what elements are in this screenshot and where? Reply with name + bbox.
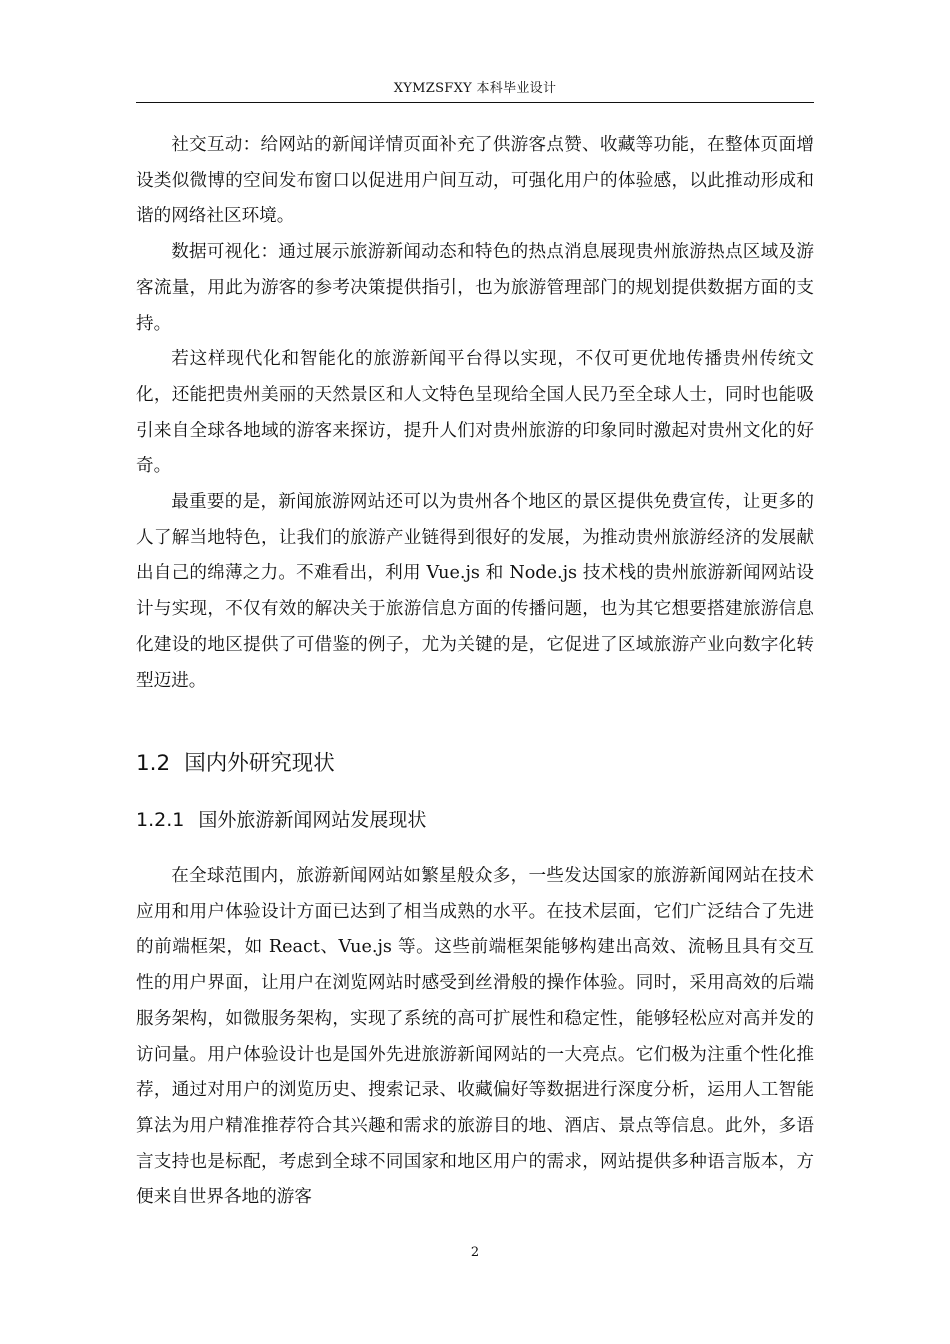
page-number: 2 (470, 1245, 480, 1260)
section-title: 国内外研究现状 (184, 751, 335, 776)
section-number: 1.2 (136, 751, 171, 776)
subsection-title: 国外旅游新闻网站发展现状 (198, 809, 427, 831)
body-text-top (136, 128, 814, 699)
page-header: XYMZSFXY 本科毕业设计 (393, 81, 557, 96)
paragraph-social-interaction: 社交互动：给网站的新闻详情页面补充了供游客点赞、收藏等功能，在整体页面增设类似微博的空间发布窗口以促进用户间互动，可强化用户的体验感，以此推动形成和谐的网络社区环境。 (136, 135, 814, 227)
subsection-heading (136, 806, 426, 834)
header-rule (136, 102, 814, 103)
paragraph-conclusion: 最重要的是，新闻旅游网站还可以为贵州各个地区的景区提供免费宣传，让更多的人了解当地特色，让我们的旅游产业链得到很好的发展，为推动贵州旅游经济的发展献出自己的绵薄之力。不难看出，利用 Vue.js 和 Node.js 技术栈的贵州旅游新闻网站设计与实现，不仅有效的解决关于旅游信息方面的传播问题，也为其它想要搭建旅游信息化建设的地区提供了可借鉴的例子，尤为关键的是，它促进了区域旅游产业向数字化转型迈进。 (136, 492, 814, 691)
section-heading (136, 749, 335, 779)
paragraph-data-visualization: 数据可视化：通过展示旅游新闻动态和特色的热点消息展现贵州旅游热点区域及游客流量，用此为游客的参考决策提供指引，也为旅游管理部门的规划提供数据方面的支持。 (136, 242, 814, 334)
paragraph-foreign-websites: 在全球范围内，旅游新闻网站如繁星般众多，一些发达国家的旅游新闻网站在技术应用和用户体验设计方面已达到了相当成熟的水平。在技术层面，它们广泛结合了先进的前端框架，如 React、Vue.js 等。这些前端框架能够构建出高效、流畅且具有交互性的用户界面，让用户在浏览网站时感受到丝滑般的操作体验。同时，采用高效的后端服务架构，如微服务架构，实现了系统的高可扩展性和稳定性，能够轻松应对高并发的访问量。用户体验设计也是国外先进旅游新闻网站的一大亮点。它们极为注重个性化推荐，通过对用户的浏览历史、搜索记录、收藏偏好等数据进行深度分析，运用人工智能算法为用户精准推荐符合其兴趣和需求的旅游目的地、酒店、景点等信息。此外，多语言支持也是标配，考虑到全球不同国家和地区用户的需求，网站提供多种语言版本，方便来自世界各地的游客 (136, 866, 814, 1208)
subsection-number: 1.2.1 (136, 809, 185, 831)
paragraph-platform-benefits: 若这样现代化和智能化的旅游新闻平台得以实现，不仅可更优地传播贵州传统文化，还能把贵州美丽的天然景区和人文特色呈现给全国人民乃至全球人士，同时也能吸引来自全球各地域的游客来探访，提升人们对贵州旅游的印象同时激起对贵州文化的好奇。 (136, 349, 814, 477)
body-text-bottom (136, 859, 814, 1216)
